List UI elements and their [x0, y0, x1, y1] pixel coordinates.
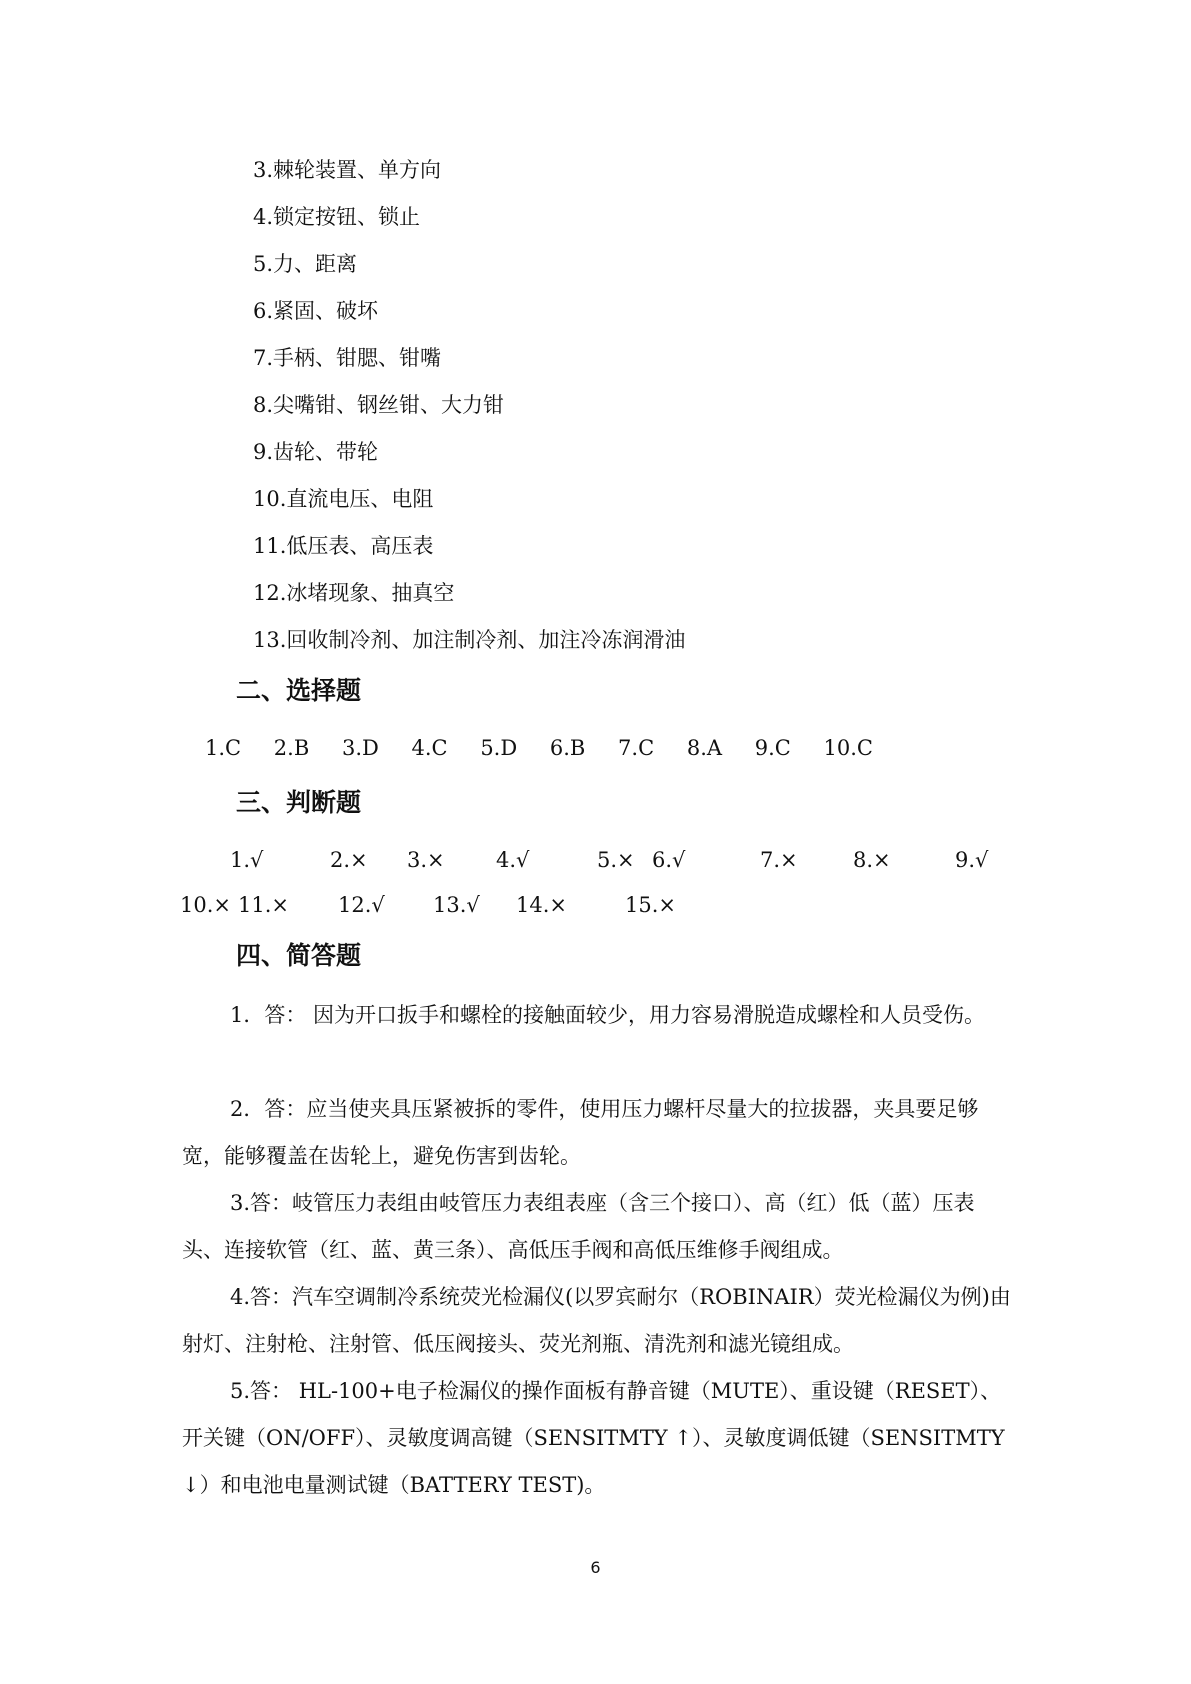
true-false-answer: 15.×	[625, 893, 676, 917]
true-false-answer: 7.×	[760, 848, 798, 872]
fill-in-answer: 11.低压表、高压表	[253, 534, 434, 558]
choice-answer: 10.C	[823, 736, 873, 760]
section-heading-choice: 二、选择题	[236, 676, 362, 705]
fill-in-answer: 4.锁定按钮、锁止	[253, 205, 421, 229]
true-false-answer: 9.√	[955, 848, 989, 872]
choice-answer: 9.C	[754, 736, 791, 760]
true-false-answer: 10.×	[180, 893, 231, 917]
true-false-answer: 4.√	[496, 848, 530, 872]
fill-in-answer: 9.齿轮、带轮	[253, 440, 379, 464]
short-answer-paragraph: 3.答：岐管压力表组由岐管压力表组表座（含三个接口）、高（红）低（蓝）压表头、连接软管（红、蓝、黄三条）、高低压手阀和高低压维修手阀组成。	[182, 1191, 975, 1262]
short-answer-paragraph: 4.答：汽车空调制冷系统荧光检漏仪(以罗宾耐尔（ROBINAIR）荧光检漏仪为例)由射灯、注射枪、注射管、低压阀接头、荧光剂瓶、清洗剂和滤光镜组成。	[182, 1285, 1011, 1356]
choice-answer-row	[205, 733, 899, 763]
fill-in-answer: 10.直流电压、电阻	[253, 487, 434, 511]
fill-in-answer: 5.力、距离	[253, 252, 358, 276]
fill-in-answer: 12.冰堵现象、抽真空	[253, 581, 455, 605]
true-false-answer: 13.√	[433, 893, 480, 917]
short-answer-paragraph: 1．答： 因为开口扳手和螺栓的接触面较少，用力容易滑脱造成螺栓和人员受伤。	[230, 1003, 986, 1027]
fill-in-answer: 6.紧固、破坏	[253, 299, 379, 323]
true-false-answer: 5.×	[597, 848, 635, 872]
true-false-answer: 8.×	[853, 848, 891, 872]
true-false-answer: 2.×	[330, 848, 368, 872]
choice-answer: 6.B	[549, 736, 586, 760]
true-false-answer: 6.√	[652, 848, 686, 872]
fill-in-answer-list	[253, 147, 685, 664]
short-answer-paragraph: 5.答： HL-100+电子检漏仪的操作面板有静音键（MUTE）、重设键（RESET）、开关键（ON/OFF）、灵敏度调高键（SENSITMTY ↑）、灵敏度调低键（SENSITMTY ↓）和电池电量测试键（BATTERY TEST)。	[182, 1379, 1005, 1497]
fill-in-answer: 13.回收制冷剂、加注制冷剂、加注冷冻润滑油	[253, 628, 686, 652]
choice-answer: 2.B	[273, 736, 310, 760]
fill-in-answer: 8.尖嘴钳、钢丝钳、大力钳	[253, 393, 505, 417]
true-false-answer: 12.√	[338, 893, 385, 917]
choice-answer: 7.C	[618, 736, 655, 760]
fill-in-answer: 7.手柄、钳腮、钳嘴	[253, 346, 442, 370]
true-false-answer: 11.×	[238, 893, 289, 917]
choice-answer: 8.A	[686, 736, 723, 760]
choice-answer: 4.C	[411, 736, 448, 760]
true-false-answer: 3.×	[407, 848, 445, 872]
choice-answer: 3.D	[341, 736, 379, 760]
true-false-answer: 14.×	[516, 893, 567, 917]
short-answer-paragraph: 2．答：应当使夹具压紧被拆的零件，使用压力螺杆尽量大的拉拔器，夹具要足够宽，能够覆盖在齿轮上，避免伤害到齿轮。	[182, 1097, 979, 1168]
section-heading-true-false: 三、判断题	[236, 788, 362, 817]
fill-in-answer: 3.棘轮装置、单方向	[253, 158, 442, 182]
section-heading-short-answer: 四、简答题	[236, 941, 362, 970]
true-false-answer: 1.√	[230, 848, 264, 872]
choice-answer: 5.D	[480, 736, 518, 760]
choice-answer: 1.C	[205, 736, 242, 760]
page-number: 6	[590, 1558, 601, 1577]
